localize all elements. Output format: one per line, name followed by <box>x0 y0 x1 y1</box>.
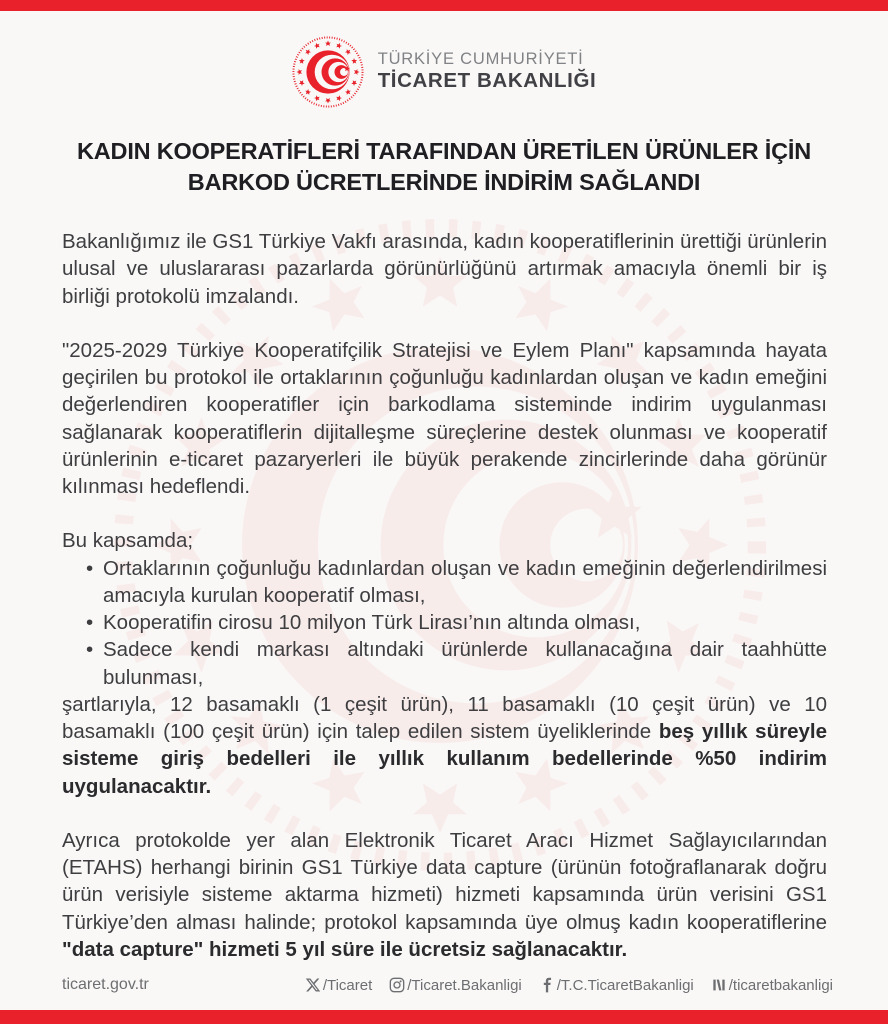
facebook-icon <box>539 977 555 993</box>
page-title-line2: BARKOD ÜCRETLERİNDE İNDİRİM SAĞLANDI <box>187 169 701 196</box>
list-item: • Ortaklarının çoğunluğu kadınlardan oluşan ve kadın emeğinin değerlendirilmesi amacıyla kurulan kooperatif olması, <box>62 555 827 610</box>
social-handle: /ticaretbakanligi <box>728 976 833 994</box>
announcement-body <box>62 228 827 963</box>
paragraph-1: Bakanlığımız ile GS1 Türkiye Vakfı arasında, kadın kooperatiflerinin ürettiği ürünlerin ulusal ve uluslararası pazarlarda görünürlüğünü artırmak amacıyla önemli bir iş birliği protokolü imzalandı. <box>62 230 827 308</box>
social-link-instagram[interactable] <box>389 977 522 994</box>
ministry-emblem-icon <box>292 36 364 108</box>
social-links <box>305 977 833 994</box>
data-capture-highlight: "data capture" hizmeti 5 yıl süre ile ücretsiz sağlanacaktır. <box>62 937 628 961</box>
nsosyal-icon <box>711 977 727 993</box>
social-link-facebook[interactable] <box>539 977 694 994</box>
social-link-x[interactable] <box>305 977 372 994</box>
list-item: • Sadece kendi markası altındaki ürünlerde kullanacağına dair taahhütte bulunması, <box>62 636 827 691</box>
ministry-name-line2: TİCARET BAKANLIĞI <box>377 69 597 93</box>
ministry-wordmark <box>378 50 597 94</box>
paragraph-2: "2025-2029 Türkiye Kooperatifçilik Stratejisi ve Eylem Planı" kapsamında hayata geçirilen bu protokol ile ortaklarının çoğunluğu kadınlardan oluşan ve kadın emeğini değerlendiren kooperatifler için barkodlama sisteminde indirim uygulanması sağlanarak kooperatiflerin dijitalleşme süreçlerine destek olunması ve kooperatif ürünlerinin e-ticaret pazaryerleri ile büyük perakende zincirlerinde daha görünür kılınması hedeflendi. <box>62 338 827 499</box>
page-title-line1: KADIN KOOPERATİFLERİ TARAFINDAN ÜRETİLEN ÜRÜNLER İÇİN <box>77 138 811 164</box>
x-icon <box>305 977 321 993</box>
paragraph-3: şartlarıyla, 12 basamaklı (1 çeşit ürün), 11 basamaklı (10 çeşit ürün) ve 10 basamaklı (100 çeşit ürün) için talep edilen sistem üyeliklerinde beş yıllık süreyle sisteme giriş bedelleri ile yıllık kullanım bedellerinde %50 indirim uygulanacaktır. <box>62 692 827 798</box>
list-intro: Bu kapsamda; <box>62 529 194 553</box>
ministry-name-line1: TÜRKİYE CUMHURİYETİ <box>377 49 584 68</box>
website-link[interactable]: ticaret.gov.tr <box>62 976 149 993</box>
social-handle: /T.C.TicaretBakanligi <box>556 976 694 994</box>
ministry-logo <box>0 0 888 110</box>
page-title <box>48 136 840 198</box>
instagram-icon <box>389 977 405 993</box>
bottom-red-strip <box>0 1010 888 1024</box>
discount-highlight: beş yıllık süreyle sisteme giriş bedelleri ile yıllık kullanım bedellerinde %50 indirim uygulanacaktır. <box>62 720 827 798</box>
social-link-nsosyal[interactable] <box>711 977 833 994</box>
list-item: • Kooperatifin cirosu 10 milyon Türk Lirası’nın altında olması, <box>62 609 827 636</box>
social-handle: /Ticaret <box>322 976 373 994</box>
paragraph-4: Ayrıca protokolde yer alan Elektronik Ticaret Aracı Hizmet Sağlayıcılarından (ETAHS) herhangi birinin GS1 Türkiye data capture (ürünün fotoğraflanarak doğru ürün verisiyle sisteme aktarma hizmeti) hizmeti kapsamında ürün verisini GS1 Türkiye’den alması halinde; protokol kapsamında üye olmuş kadın kooperatiflerine "data capture" hizmeti 5 yıl süre ile ücretsiz sağlanacaktır. <box>62 828 827 961</box>
conditions-list <box>62 555 827 691</box>
footer <box>62 976 833 994</box>
social-handle: /Ticaret.Bakanligi <box>407 976 522 994</box>
